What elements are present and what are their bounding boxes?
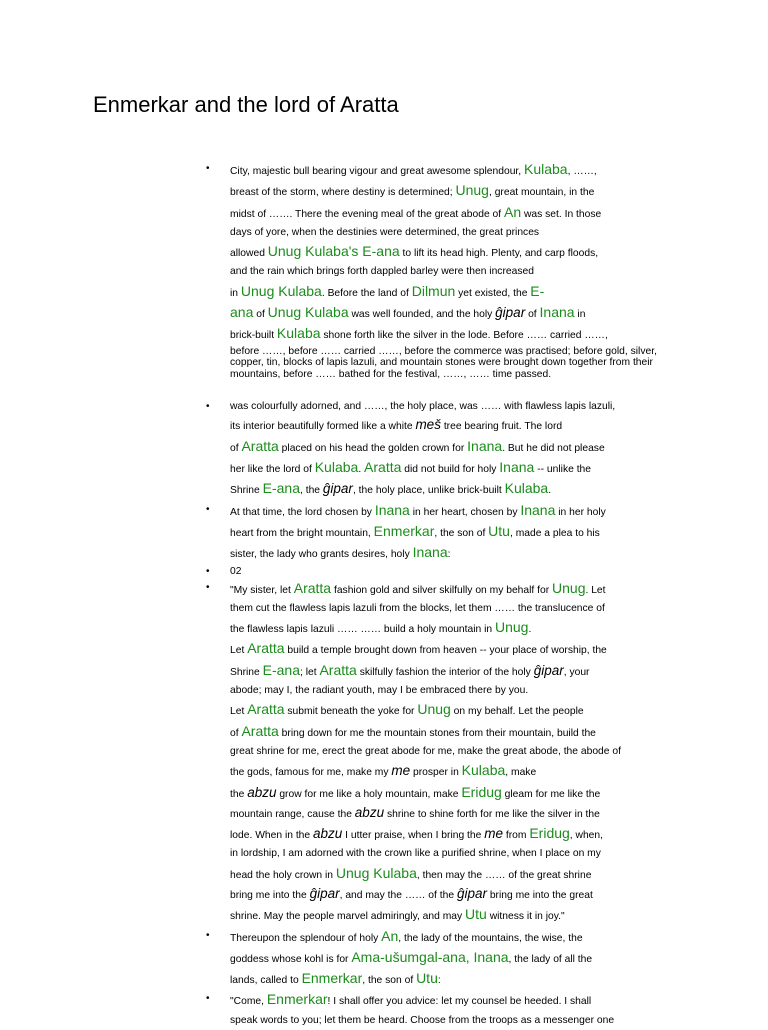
text-line: • At that time, the lord chosen by Inana in her heart, chosen by Inana in her holy (230, 501, 606, 518)
text-line: breast of the storm, where destiny is determined; Unug, great mountain, in the (230, 182, 595, 199)
text-line: • was colourfully adorned, and ……, the holy place, was …… with flawless lapis lazuli, (230, 401, 616, 413)
text-line: of Aratta bring down for me the mountain stones from their mountain, build the (230, 722, 596, 739)
text-line: in Unug Kulaba. Before the land of Dilmun yet existed, the E- (230, 282, 545, 299)
text-line: the abzu grow for me like a holy mountain, make Eridug gleam for me like the (230, 783, 601, 800)
text-line: sister, the lady who grants desires, holy Inana: (230, 544, 451, 561)
text-line: • "My sister, let Aratta fashion gold and silver skilfully on my behalf for Unug. Let (230, 579, 606, 596)
page-title: Enmerkar and the lord of Aratta (93, 92, 399, 117)
text-line: ana of Unug Kulaba was well founded, and the holy ĝipar of Inana in (230, 304, 586, 321)
text-line: days of yore, when the destinies were determined, the great princes (230, 226, 540, 238)
text-line: the flawless lapis lazuli …… …… build a holy mountain in Unug. (230, 619, 532, 636)
text-line: midst of ……. There the evening meal of the great abode of An was set. In those (230, 203, 602, 220)
list-item (206, 927, 674, 991)
text-line: • 02 (230, 565, 242, 577)
list-item (206, 990, 674, 1030)
document-body (206, 160, 674, 1030)
text-line: them cut the flawless lapis lazuli from the blocks, let them …… the translucence of (230, 602, 605, 614)
list-item (206, 160, 674, 380)
list-item (206, 565, 674, 579)
text-line: the gods, famous for me, make my me prosper in Kulaba, make (230, 762, 537, 779)
text-line: of Aratta placed on his head the golden crown for Inana. But he did not please (230, 437, 605, 454)
text-line: • Thereupon the splendour of holy An, the lady of the mountains, the wise, the (230, 927, 583, 944)
text-line: bring me into the ĝipar, and may the …… of the ĝipar bring me into the great (230, 886, 593, 901)
text-line: Let Aratta submit beneath the yoke for Unug on my behalf. Let the people (230, 701, 584, 718)
text-line: • "Come, Enmerkar! I shall offer you advice: let my counsel be heeded. I shall (230, 991, 592, 1008)
text-line: Shrine E-ana; let Aratta skilfully fashion the interior of the holy ĝipar, your (230, 661, 590, 678)
text-line: allowed Unug Kulaba's E-ana to lift its head high. Plenty, and carp floods, (230, 243, 599, 260)
text-line: and the rain which brings forth dappled barley were then increased (230, 266, 534, 278)
text-line: great shrine for me, erect the great abode for me, make the great abode, the abode of (230, 745, 621, 757)
text-line: lode. When in the abzu I utter praise, when I bring the me from Eridug, when, (230, 825, 603, 842)
text-line: shrine. May the people marvel admiringly, and may Utu witness it in joy." (230, 906, 565, 923)
spacer (206, 380, 674, 398)
list-item (206, 501, 674, 565)
list-item (206, 579, 674, 927)
text-line: in lordship, I am adorned with the crown like a purified shrine, when I place on my (230, 848, 601, 860)
text-line: Let Aratta build a temple brought down from heaven -- your place of worship, the (230, 640, 607, 657)
text-line: brick-built Kulaba shone forth like the silver in the lode. Before …… carried ……, (230, 325, 608, 342)
text-line: its interior beautifully formed like a white meš tree bearing fruit. The lord (230, 417, 563, 433)
text-line: mountain range, cause the abzu shrine to shine forth for me like the silver in the (230, 804, 600, 820)
text-line: Shrine E-ana, the ĝipar, the holy place, unlike brick-built Kulaba. (230, 480, 552, 497)
text-line: heart from the bright mountain, Enmerkar, the son of Utu, made a plea to his (230, 522, 600, 539)
text-line: goddess whose kohl is for Ama-ušumgal-ana, Inana, the lady of all the (230, 948, 593, 965)
text-line: head the holy crown in Unug Kulaba, then may the …… of the great shrine (230, 864, 592, 881)
text-line: abode; may I, the radiant youth, may I be embraced there by you. (230, 685, 529, 697)
text-line: lands, called to Enmerkar, the son of Utu: (230, 970, 441, 987)
text-line: speak words to you; let them be heard. Choose from the troops as a messenger one (230, 1014, 615, 1026)
text-line: her like the lord of Kulaba. Aratta did not build for holy Inana -- unlike the (230, 459, 592, 476)
list-item (206, 398, 674, 500)
text-line: • City, majestic bull bearing vigour and great awesome splendour, Kulaba, ……, (230, 161, 597, 177)
text-block: before ……, before …… carried ……, before the commerce was practised; before gold, silver, copper, tin, blocks of lapis lazuli, and mountain stones were brought down together from their mountains, before …… bathed for the festival, ……, …… time passed. (230, 345, 657, 380)
